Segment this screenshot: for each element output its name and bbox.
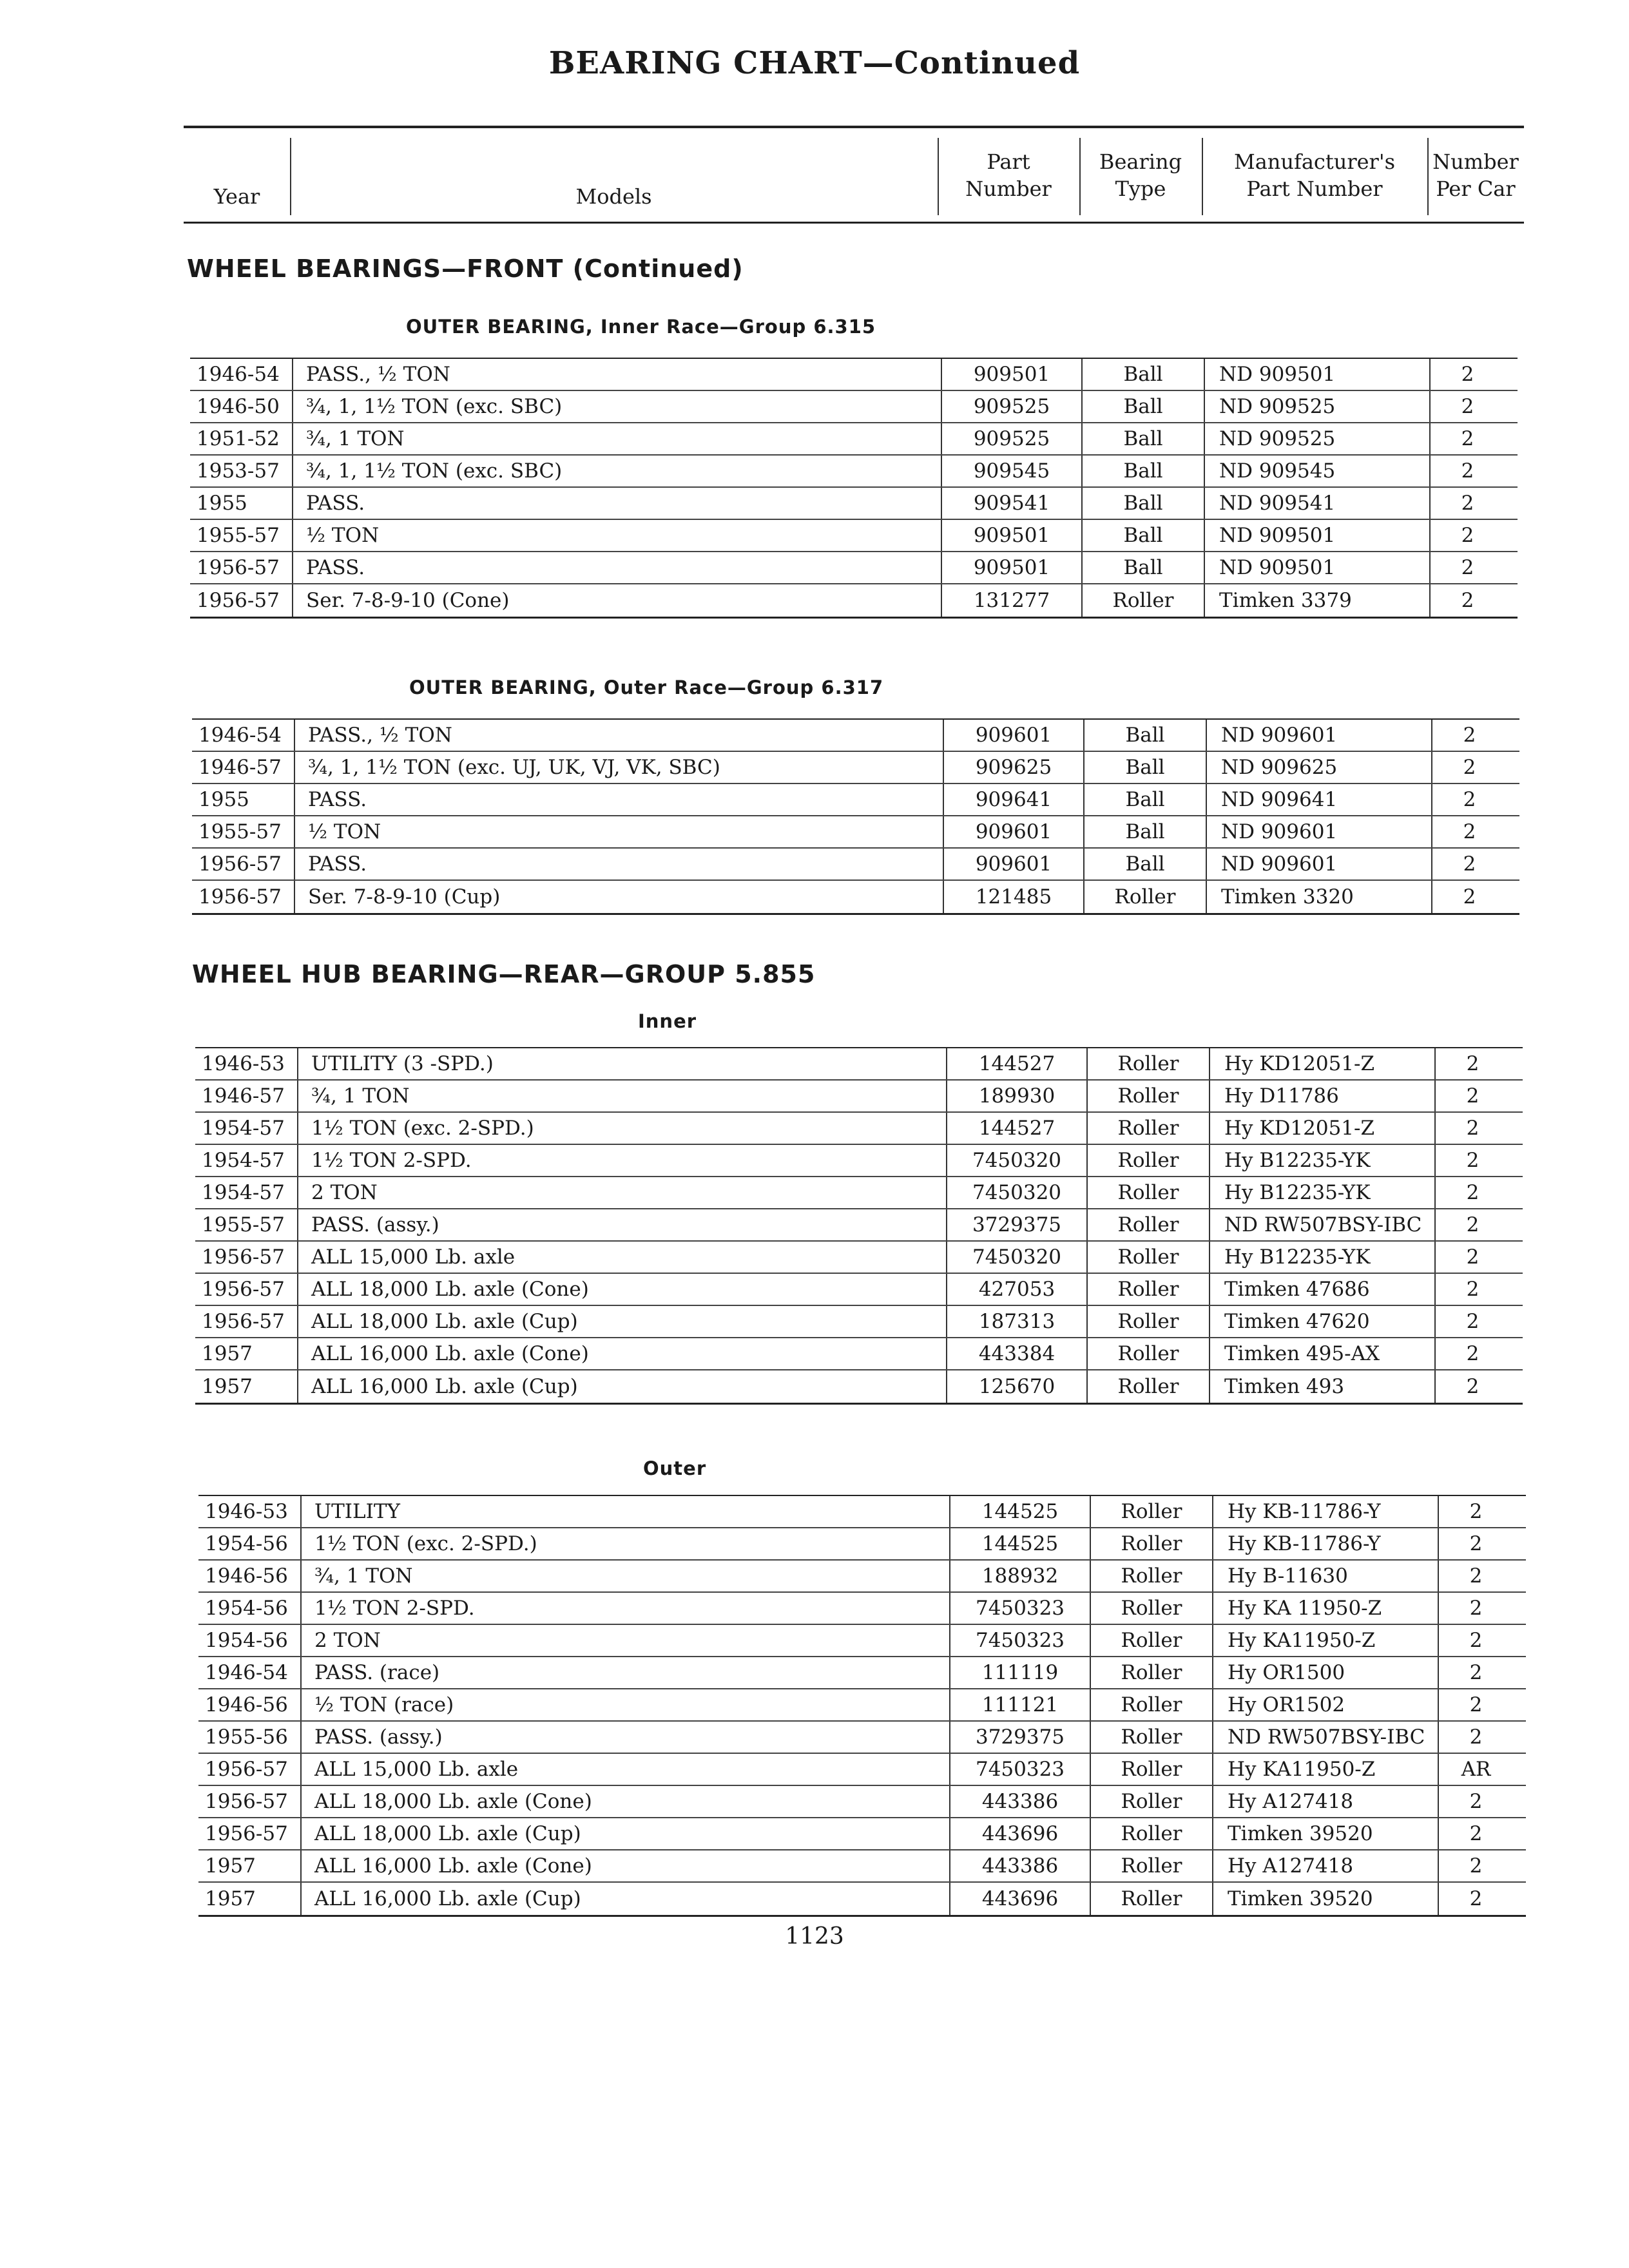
section-title-front-wheel-bearings: WHEEL BEARINGS—FRONT (Continued) bbox=[187, 255, 744, 283]
table-row bbox=[195, 1274, 1523, 1306]
models-cell: ¾, 1, 1½ TON (exc. SBC) bbox=[306, 459, 563, 483]
table-row bbox=[195, 1177, 1523, 1209]
bearing-type-cell: Roller bbox=[1088, 1113, 1210, 1144]
year-cell: 1955 bbox=[190, 488, 293, 519]
year-cell: 1946-57 bbox=[192, 752, 295, 783]
year-cell: 1955-57 bbox=[192, 816, 295, 847]
table-row bbox=[198, 1528, 1526, 1561]
models-cell: 2 TON bbox=[314, 1629, 381, 1652]
table-rear-outer bbox=[198, 1495, 1526, 1917]
part-number-cell: 909501 bbox=[941, 359, 1083, 390]
manufacturer-part-cell: Hy KD12051-Z bbox=[1210, 1048, 1436, 1079]
models-cell: 2 TON bbox=[311, 1181, 378, 1204]
table-outer-bearing-outer-race bbox=[192, 718, 1519, 915]
models-cell: ALL 18,000 Lb. axle (Cone) bbox=[314, 1790, 592, 1813]
manufacturer-part-cell: Hy KB-11786-Y bbox=[1213, 1528, 1439, 1559]
number-per-car-cell: 2 bbox=[1466, 1245, 1480, 1269]
bearing-type-cell: Roller bbox=[1088, 1370, 1210, 1403]
number-per-car-cell: 2 bbox=[1466, 1342, 1480, 1365]
table-row bbox=[190, 423, 1518, 456]
number-per-car-cell: 2 bbox=[1466, 1117, 1480, 1140]
year-cell: 1954-57 bbox=[195, 1145, 298, 1176]
table-row bbox=[190, 552, 1518, 584]
models-cell: ¾, 1, 1½ TON (exc. SBC) bbox=[306, 395, 563, 418]
part-number-cell: 144525 bbox=[949, 1496, 1091, 1527]
number-per-car-cell: 2 bbox=[1463, 724, 1476, 747]
page-number: 1123 bbox=[785, 1923, 844, 1950]
bearing-type-cell: Roller bbox=[1088, 1274, 1210, 1305]
header-number-per-car: Number Per Car bbox=[1432, 149, 1519, 201]
bearing-type-cell: Roller bbox=[1091, 1561, 1213, 1591]
table-outer-bearing-inner-race bbox=[190, 358, 1518, 619]
bearing-type-cell: Roller bbox=[1091, 1528, 1213, 1559]
part-number-cell: 125670 bbox=[946, 1370, 1088, 1403]
bearing-type-cell: Roller bbox=[1091, 1593, 1213, 1624]
part-number-cell: 188932 bbox=[949, 1561, 1091, 1591]
year-cell: 1954-56 bbox=[198, 1625, 302, 1656]
manufacturer-part-cell: Timken 495-AX bbox=[1210, 1338, 1436, 1369]
table-row bbox=[190, 488, 1518, 520]
part-number-cell: 909601 bbox=[943, 720, 1084, 751]
table-row bbox=[198, 1722, 1526, 1754]
manufacturer-part-cell: Timken 3320 bbox=[1207, 881, 1432, 913]
manufacturer-part-cell: Hy OR1502 bbox=[1213, 1689, 1439, 1720]
manufacturer-part-cell: ND 909601 bbox=[1207, 849, 1432, 879]
table-row bbox=[192, 784, 1519, 816]
manufacturer-part-cell: Timken 39520 bbox=[1213, 1883, 1439, 1915]
manufacturer-part-cell: ND 909641 bbox=[1207, 784, 1432, 815]
manufacturer-part-cell: ND RW507BSY-IBC bbox=[1213, 1722, 1439, 1753]
number-per-car-cell: 2 bbox=[1469, 1887, 1483, 1910]
part-number-cell: 3729375 bbox=[949, 1722, 1091, 1753]
table-row bbox=[198, 1625, 1526, 1657]
models-cell: 1½ TON (exc. 2-SPD.) bbox=[311, 1117, 534, 1140]
models-cell: ¾, 1 TON bbox=[306, 427, 405, 450]
number-per-car-cell: 2 bbox=[1461, 363, 1474, 386]
bearing-type-cell: Roller bbox=[1088, 1048, 1210, 1079]
number-per-car-cell: 2 bbox=[1461, 556, 1474, 579]
bearing-type-cell: Roller bbox=[1088, 1242, 1210, 1273]
part-number-cell: 7450320 bbox=[946, 1177, 1088, 1208]
manufacturer-part-cell: Hy KB-11786-Y bbox=[1213, 1496, 1439, 1527]
table-row bbox=[190, 520, 1518, 552]
table-row bbox=[192, 881, 1519, 913]
subsection-title-outer: Outer bbox=[643, 1457, 707, 1479]
number-per-car-cell: 2 bbox=[1466, 1310, 1480, 1333]
table-row bbox=[195, 1113, 1523, 1145]
part-number-cell: 909545 bbox=[941, 456, 1083, 486]
page-title: BEARING CHART—Continued bbox=[548, 45, 1081, 81]
number-per-car-cell: 2 bbox=[1466, 1149, 1480, 1172]
manufacturer-part-cell: Timken 47686 bbox=[1210, 1274, 1436, 1305]
number-per-car-cell: 2 bbox=[1463, 885, 1476, 908]
year-cell: 1956-57 bbox=[192, 849, 295, 879]
number-per-car-cell: 2 bbox=[1466, 1278, 1480, 1301]
bearing-type-cell: Roller bbox=[1091, 1657, 1213, 1688]
manufacturer-part-cell: ND 909501 bbox=[1205, 359, 1431, 390]
table-row bbox=[195, 1306, 1523, 1338]
part-number-cell: 909641 bbox=[943, 784, 1084, 815]
manufacturer-part-cell: ND 909525 bbox=[1205, 391, 1431, 422]
year-cell: 1946-56 bbox=[198, 1561, 302, 1591]
table-row bbox=[195, 1081, 1523, 1113]
number-per-car-cell: 2 bbox=[1463, 852, 1476, 876]
bearing-type-cell: Roller bbox=[1091, 1786, 1213, 1817]
number-per-car-cell: 2 bbox=[1466, 1181, 1480, 1204]
number-per-car-cell: 2 bbox=[1461, 395, 1474, 418]
number-per-car-cell: 2 bbox=[1466, 1052, 1480, 1075]
year-cell: 1954-56 bbox=[198, 1593, 302, 1624]
bearing-type-cell: Roller bbox=[1084, 881, 1207, 913]
table-row bbox=[190, 456, 1518, 488]
table-row bbox=[195, 1370, 1523, 1403]
year-cell: 1946-54 bbox=[190, 359, 293, 390]
manufacturer-part-cell: Hy KA11950-Z bbox=[1213, 1754, 1439, 1785]
year-cell: 1946-57 bbox=[195, 1081, 298, 1111]
table-row bbox=[195, 1209, 1523, 1242]
part-number-cell: 3729375 bbox=[946, 1209, 1088, 1240]
year-cell: 1956-57 bbox=[198, 1754, 302, 1785]
part-number-cell: 131277 bbox=[941, 584, 1083, 617]
table-row bbox=[198, 1850, 1526, 1883]
table-row bbox=[195, 1145, 1523, 1177]
models-cell: ALL 16,000 Lb. axle (Cone) bbox=[311, 1342, 589, 1365]
manufacturer-part-cell: ND 909525 bbox=[1205, 423, 1431, 454]
number-per-car-cell: 2 bbox=[1466, 1084, 1480, 1108]
table-row bbox=[195, 1048, 1523, 1081]
bearing-type-cell: Ball bbox=[1084, 816, 1207, 847]
bearing-type-cell: Ball bbox=[1083, 359, 1205, 390]
bearing-type-cell: Roller bbox=[1091, 1818, 1213, 1849]
bearing-type-cell: Roller bbox=[1091, 1850, 1213, 1881]
part-number-cell: 7450320 bbox=[946, 1145, 1088, 1176]
models-cell: ½ TON bbox=[306, 524, 380, 547]
manufacturer-part-cell: Hy KA11950-Z bbox=[1213, 1625, 1439, 1656]
bearing-type-cell: Ball bbox=[1083, 391, 1205, 422]
bearing-type-cell: Roller bbox=[1088, 1306, 1210, 1337]
year-cell: 1957 bbox=[195, 1370, 298, 1403]
number-per-car-cell: 2 bbox=[1461, 427, 1474, 450]
year-cell: 1955-57 bbox=[190, 520, 293, 551]
models-cell: PASS., ½ TON bbox=[308, 724, 452, 747]
manufacturer-part-cell: Timken 493 bbox=[1210, 1370, 1436, 1403]
bearing-type-cell: Ball bbox=[1083, 423, 1205, 454]
part-number-cell: 909541 bbox=[941, 488, 1083, 519]
models-cell: PASS. bbox=[306, 556, 365, 579]
manufacturer-part-cell: Hy KD12051-Z bbox=[1210, 1113, 1436, 1144]
number-per-car-cell: 2 bbox=[1461, 459, 1474, 483]
models-cell: ¾, 1, 1½ TON (exc. UJ, UK, VJ, VK, SBC) bbox=[308, 756, 720, 779]
year-cell: 1956-57 bbox=[192, 881, 295, 913]
number-per-car-cell: AR bbox=[1461, 1758, 1491, 1781]
bearing-type-cell: Ball bbox=[1084, 720, 1207, 751]
header-bearing-type: Bearing Type bbox=[1099, 149, 1182, 201]
bearing-type-cell: Ball bbox=[1084, 752, 1207, 783]
year-cell: 1954-57 bbox=[195, 1113, 298, 1144]
number-per-car-cell: 2 bbox=[1463, 820, 1476, 843]
models-cell: ALL 16,000 Lb. axle (Cup) bbox=[311, 1375, 578, 1398]
part-number-cell: 7450323 bbox=[949, 1754, 1091, 1785]
models-cell: 1½ TON 2-SPD. bbox=[314, 1597, 475, 1620]
models-cell: ALL 15,000 Lb. axle bbox=[314, 1758, 519, 1781]
table-row bbox=[190, 391, 1518, 423]
manufacturer-part-cell: Timken 47620 bbox=[1210, 1306, 1436, 1337]
number-per-car-cell: 2 bbox=[1469, 1790, 1483, 1813]
models-cell: 1½ TON (exc. 2-SPD.) bbox=[314, 1532, 537, 1555]
number-per-car-cell: 2 bbox=[1469, 1854, 1483, 1878]
year-cell: 1957 bbox=[195, 1338, 298, 1369]
table-row bbox=[198, 1754, 1526, 1786]
part-number-cell: 443384 bbox=[946, 1338, 1088, 1369]
part-number-cell: 909501 bbox=[941, 520, 1083, 551]
year-cell: 1956-57 bbox=[190, 584, 293, 617]
year-cell: 1954-56 bbox=[198, 1528, 302, 1559]
year-cell: 1946-50 bbox=[190, 391, 293, 422]
bearing-type-cell: Roller bbox=[1088, 1177, 1210, 1208]
models-cell: ALL 18,000 Lb. axle (Cup) bbox=[311, 1310, 578, 1333]
table-row bbox=[198, 1657, 1526, 1689]
part-number-cell: 909601 bbox=[943, 816, 1084, 847]
subsection-title-outer-inner-race: OUTER BEARING, Inner Race—Group 6.315 bbox=[406, 316, 876, 338]
models-cell: PASS. bbox=[308, 788, 367, 811]
models-cell: ALL 16,000 Lb. axle (Cup) bbox=[314, 1887, 581, 1910]
bearing-type-cell: Roller bbox=[1091, 1754, 1213, 1785]
number-per-car-cell: 2 bbox=[1461, 492, 1474, 515]
part-number-cell: 909525 bbox=[941, 423, 1083, 454]
number-per-car-cell: 2 bbox=[1469, 1661, 1483, 1684]
table-row bbox=[198, 1883, 1526, 1915]
year-cell: 1946-53 bbox=[195, 1048, 298, 1079]
number-per-car-cell: 2 bbox=[1466, 1375, 1480, 1398]
table-row bbox=[192, 752, 1519, 784]
models-cell: ALL 18,000 Lb. axle (Cone) bbox=[311, 1278, 589, 1301]
year-cell: 1956-57 bbox=[195, 1306, 298, 1337]
year-cell: 1946-54 bbox=[198, 1657, 302, 1688]
part-number-cell: 144527 bbox=[946, 1113, 1088, 1144]
table-row bbox=[192, 720, 1519, 752]
year-cell: 1955 bbox=[192, 784, 295, 815]
manufacturer-part-cell: Hy B12235-YK bbox=[1210, 1242, 1436, 1273]
models-cell: ALL 18,000 Lb. axle (Cup) bbox=[314, 1822, 581, 1845]
number-per-car-cell: 2 bbox=[1466, 1213, 1480, 1236]
year-cell: 1946-56 bbox=[198, 1689, 302, 1720]
manufacturer-part-cell: ND 909501 bbox=[1205, 552, 1431, 583]
models-cell: UTILITY bbox=[314, 1500, 401, 1523]
part-number-cell: 909501 bbox=[941, 552, 1083, 583]
models-cell: UTILITY (3 -SPD.) bbox=[311, 1052, 494, 1075]
year-cell: 1951-52 bbox=[190, 423, 293, 454]
part-number-cell: 111121 bbox=[949, 1689, 1091, 1720]
models-cell: 1½ TON 2-SPD. bbox=[311, 1149, 472, 1172]
year-cell: 1956-57 bbox=[198, 1786, 302, 1817]
manufacturer-part-cell: ND 909501 bbox=[1205, 520, 1431, 551]
part-number-cell: 443696 bbox=[949, 1818, 1091, 1849]
year-cell: 1956-57 bbox=[198, 1818, 302, 1849]
part-number-cell: 189930 bbox=[946, 1081, 1088, 1111]
number-per-car-cell: 2 bbox=[1469, 1725, 1483, 1749]
manufacturer-part-cell: Hy A127418 bbox=[1213, 1786, 1439, 1817]
year-cell: 1953-57 bbox=[190, 456, 293, 486]
part-number-cell: 7450323 bbox=[949, 1593, 1091, 1624]
part-number-cell: 121485 bbox=[943, 881, 1084, 913]
manufacturer-part-cell: Hy OR1500 bbox=[1213, 1657, 1439, 1688]
models-cell: Ser. 7-8-9-10 (Cone) bbox=[306, 589, 510, 612]
models-cell: PASS. (assy.) bbox=[314, 1725, 443, 1749]
bearing-type-cell: Ball bbox=[1083, 520, 1205, 551]
manufacturer-part-cell: Hy B12235-YK bbox=[1210, 1177, 1436, 1208]
part-number-cell: 909625 bbox=[943, 752, 1084, 783]
part-number-cell: 187313 bbox=[946, 1306, 1088, 1337]
year-cell: 1956-57 bbox=[190, 552, 293, 583]
year-cell: 1956-57 bbox=[195, 1274, 298, 1305]
year-cell: 1955-56 bbox=[198, 1722, 302, 1753]
table-row bbox=[195, 1242, 1523, 1274]
manufacturer-part-cell: ND RW507BSY-IBC bbox=[1210, 1209, 1436, 1240]
table-row bbox=[198, 1593, 1526, 1625]
bearing-type-cell: Roller bbox=[1091, 1625, 1213, 1656]
bearing-type-cell: Roller bbox=[1083, 584, 1205, 617]
models-cell: ALL 15,000 Lb. axle bbox=[311, 1245, 516, 1269]
table-row bbox=[192, 816, 1519, 849]
models-cell: PASS. (assy.) bbox=[311, 1213, 439, 1236]
number-per-car-cell: 2 bbox=[1469, 1629, 1483, 1652]
subsection-title-outer-outer-race: OUTER BEARING, Outer Race—Group 6.317 bbox=[409, 677, 884, 698]
subsection-title-inner: Inner bbox=[638, 1010, 697, 1032]
bearing-type-cell: Ball bbox=[1084, 849, 1207, 879]
part-number-cell: 7450323 bbox=[949, 1625, 1091, 1656]
part-number-cell: 7450320 bbox=[946, 1242, 1088, 1273]
part-number-cell: 427053 bbox=[946, 1274, 1088, 1305]
year-cell: 1946-53 bbox=[198, 1496, 302, 1527]
bearing-type-cell: Roller bbox=[1088, 1145, 1210, 1176]
part-number-cell: 144525 bbox=[949, 1528, 1091, 1559]
manufacturer-part-cell: ND 909545 bbox=[1205, 456, 1431, 486]
number-per-car-cell: 2 bbox=[1469, 1500, 1483, 1523]
table-row bbox=[198, 1496, 1526, 1528]
section-title-rear-wheel-hub-bearing: WHEEL HUB BEARING—REAR—GROUP 5.855 bbox=[192, 960, 816, 988]
models-cell: Ser. 7-8-9-10 (Cup) bbox=[308, 885, 501, 908]
part-number-cell: 909525 bbox=[941, 391, 1083, 422]
column-header bbox=[184, 126, 1524, 224]
number-per-car-cell: 2 bbox=[1469, 1822, 1483, 1845]
table-row bbox=[198, 1561, 1526, 1593]
header-part-number: Part Number bbox=[965, 149, 1052, 201]
manufacturer-part-cell: Hy D11786 bbox=[1210, 1081, 1436, 1111]
models-cell: PASS. (race) bbox=[314, 1661, 440, 1684]
bearing-type-cell: Ball bbox=[1084, 784, 1207, 815]
models-cell: PASS. bbox=[306, 492, 365, 515]
header-manufacturers-part-number: Manufacturer's Part Number bbox=[1233, 149, 1396, 201]
bearing-type-cell: Roller bbox=[1091, 1689, 1213, 1720]
models-cell: PASS., ½ TON bbox=[306, 363, 450, 386]
models-cell: ½ TON bbox=[308, 820, 381, 843]
year-cell: 1957 bbox=[198, 1850, 302, 1881]
number-per-car-cell: 2 bbox=[1469, 1532, 1483, 1555]
models-cell: ¾, 1 TON bbox=[311, 1084, 410, 1108]
part-number-cell: 144527 bbox=[946, 1048, 1088, 1079]
header-models: Models bbox=[575, 184, 652, 209]
manufacturer-part-cell: ND 909601 bbox=[1207, 720, 1432, 751]
bearing-type-cell: Ball bbox=[1083, 488, 1205, 519]
manufacturer-part-cell: Timken 3379 bbox=[1205, 584, 1431, 617]
year-cell: 1954-57 bbox=[195, 1177, 298, 1208]
year-cell: 1946-54 bbox=[192, 720, 295, 751]
models-cell: ALL 16,000 Lb. axle (Cone) bbox=[314, 1854, 592, 1878]
bearing-type-cell: Roller bbox=[1088, 1338, 1210, 1369]
table-row bbox=[198, 1689, 1526, 1722]
part-number-cell: 111119 bbox=[949, 1657, 1091, 1688]
manufacturer-part-cell: ND 909625 bbox=[1207, 752, 1432, 783]
bearing-type-cell: Roller bbox=[1088, 1081, 1210, 1111]
manufacturer-part-cell: ND 909541 bbox=[1205, 488, 1431, 519]
year-cell: 1956-57 bbox=[195, 1242, 298, 1273]
table-rear-inner bbox=[195, 1047, 1523, 1405]
year-cell: 1957 bbox=[198, 1883, 302, 1915]
manufacturer-part-cell: Hy KA 11950-Z bbox=[1213, 1593, 1439, 1624]
number-per-car-cell: 2 bbox=[1461, 589, 1474, 612]
year-cell: 1955-57 bbox=[195, 1209, 298, 1240]
header-year: Year bbox=[213, 184, 260, 209]
number-per-car-cell: 2 bbox=[1469, 1564, 1483, 1588]
bearing-type-cell: Roller bbox=[1091, 1883, 1213, 1915]
models-cell: PASS. bbox=[308, 852, 367, 876]
number-per-car-cell: 2 bbox=[1469, 1597, 1483, 1620]
bearing-type-cell: Roller bbox=[1088, 1209, 1210, 1240]
table-row bbox=[195, 1338, 1523, 1370]
manufacturer-part-cell: Hy B12235-YK bbox=[1210, 1145, 1436, 1176]
manufacturer-part-cell: Hy B-11630 bbox=[1213, 1561, 1439, 1591]
part-number-cell: 443386 bbox=[949, 1786, 1091, 1817]
number-per-car-cell: 2 bbox=[1463, 788, 1476, 811]
part-number-cell: 443386 bbox=[949, 1850, 1091, 1881]
manufacturer-part-cell: ND 909601 bbox=[1207, 816, 1432, 847]
bearing-type-cell: Ball bbox=[1083, 552, 1205, 583]
models-cell: ¾, 1 TON bbox=[314, 1564, 413, 1588]
number-per-car-cell: 2 bbox=[1463, 756, 1476, 779]
manufacturer-part-cell: Timken 39520 bbox=[1213, 1818, 1439, 1849]
table-row bbox=[190, 584, 1518, 617]
manufacturer-part-cell: Hy A127418 bbox=[1213, 1850, 1439, 1881]
bearing-type-cell: Roller bbox=[1091, 1722, 1213, 1753]
table-row bbox=[192, 849, 1519, 881]
part-number-cell: 443696 bbox=[949, 1883, 1091, 1915]
models-cell: ½ TON (race) bbox=[314, 1693, 454, 1716]
number-per-car-cell: 2 bbox=[1461, 524, 1474, 547]
bearing-type-cell: Roller bbox=[1091, 1496, 1213, 1527]
part-number-cell: 909601 bbox=[943, 849, 1084, 879]
table-row bbox=[198, 1818, 1526, 1850]
table-row bbox=[190, 359, 1518, 391]
table-row bbox=[198, 1786, 1526, 1818]
bearing-type-cell: Ball bbox=[1083, 456, 1205, 486]
number-per-car-cell: 2 bbox=[1469, 1693, 1483, 1716]
